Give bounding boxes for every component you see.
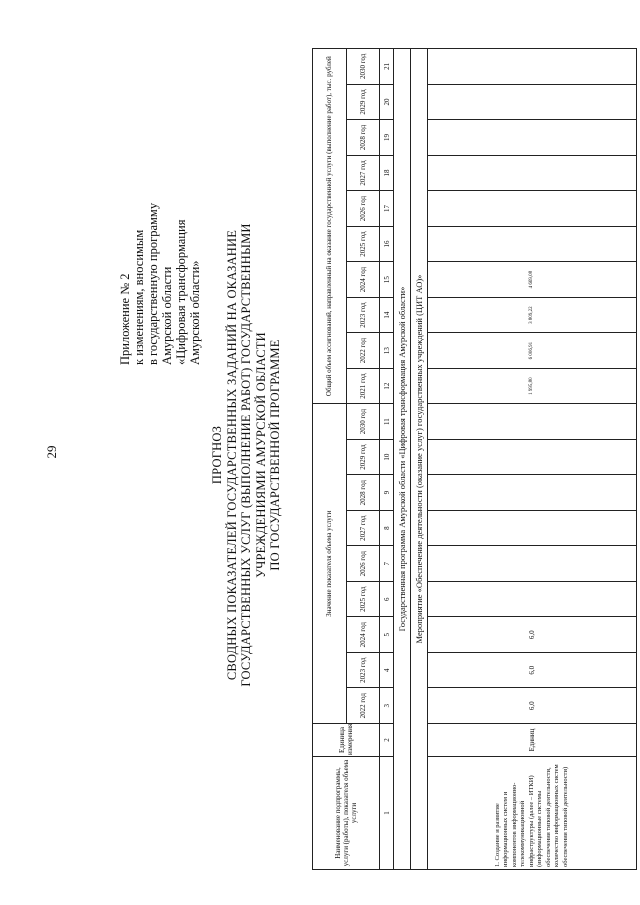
title-line: СВОДНЫХ ПОКАЗАТЕЛЕЙ ГОСУДАРСТВЕННЫХ ЗАДАНИЙ НА ОКАЗАНИЕ [224,229,239,681]
rotated-sheet [90,40,640,870]
value-cell [428,439,637,475]
table-column-numbers-row [380,49,394,870]
appendix-line: Приложение № 2 [118,273,132,365]
column-number: 21 [380,49,394,85]
value-cell [428,510,637,546]
landscape-content [90,40,640,870]
column-number: 9 [380,475,394,511]
cost-cell [428,226,637,262]
year-header-cost: 2022 год [346,333,380,369]
year-header-value: 2027 год [346,510,380,546]
column-number: 4 [380,652,394,688]
column-number: 17 [380,191,394,227]
header-costs: Общий объем ассигнований, направленный на оказание государственной услуги (выполнение работ), тыс. рублей [313,49,347,404]
column-number: 18 [380,155,394,191]
column-number: 20 [380,84,394,120]
value-cell: 6,0 [428,688,637,724]
program-section-label: Государственная программа Амурской области «Цифровая трансформация Амурской области» [394,49,411,870]
year-header-cost: 2024 год [346,262,380,298]
column-number: 12 [380,368,394,404]
appendix-line: Амурской области [160,266,174,365]
year-header-value: 2024 год [346,617,380,653]
year-header-value: 2022 год [346,688,380,724]
forecast-table [312,48,637,870]
header-name: Наименование подпрограммы, услуги (работы), показателя объема услуги [313,757,380,870]
event-section-label: Мероприятие «Обеспечение деятельности (оказание услуг) государственных учреждений (ЦИТ АО)» [411,49,428,870]
value-cell [428,581,637,617]
year-header-value: 2029 год [346,439,380,475]
column-number: 13 [380,333,394,369]
year-header-cost: 2023 год [346,297,380,333]
title-line: ГОСУДАРСТВЕННЫХ УСЛУГ (ВЫПОЛНЕНИЕ РАБОТ) ГОСУДАРСТВЕННЫМИ [239,223,253,687]
column-number: 6 [380,581,394,617]
column-number: 2 [380,724,394,757]
header-values: Значение показателя объема услуги [313,404,347,724]
appendix-note [118,65,202,365]
year-header-value: 2028 год [346,475,380,511]
cost-cell: 1 995,80 [428,368,637,404]
cost-cell [428,84,637,120]
year-header-cost: 2026 год [346,191,380,227]
column-number: 8 [380,510,394,546]
year-header-value: 2025 год [346,581,380,617]
title-line: УЧРЕЖДЕНИЯМИ АМУРСКОЙ ОБЛАСТИ [253,332,268,578]
column-number: 19 [380,120,394,156]
cost-cell [428,155,637,191]
table-row [428,49,637,870]
document-title [210,80,283,830]
event-row [411,49,428,870]
page-number: 29 [44,445,59,459]
column-number: 1 [380,757,394,870]
year-header-cost: 2029 год [346,84,380,120]
title-line: ПРОГНОЗ [210,425,224,485]
cost-cell [428,191,637,227]
cost-cell: 4 669,08 [428,262,637,298]
title-line: ПО ГОСУДАРСТВЕННОЙ ПРОГРАММЕ [268,339,282,571]
appendix-line: в государственную программу [146,202,160,365]
column-number: 15 [380,262,394,298]
appendix-line: к изменениям, вносимым [132,229,146,365]
column-number: 5 [380,617,394,653]
column-number: 14 [380,297,394,333]
appendix-line: Амурской области» [188,260,202,365]
column-number: 10 [380,439,394,475]
table-header-row [313,49,347,870]
column-number: 16 [380,226,394,262]
row-name: 1. Создание и развитие информационных систем и компонентов информационно-телекоммуникационной инфраструктуры (далее – ИТКИ) (информационные системы обеспечения типовой деятельности, количество информационных систем обеспечения типовой деятельности) [428,757,637,870]
value-cell [428,546,637,582]
program-row [394,49,411,870]
year-header-cost: 2027 год [346,155,380,191]
year-header-cost: 2021 год [346,368,380,404]
year-header-value: 2023 год [346,652,380,688]
column-number: 11 [380,404,394,440]
row-unit: Единиц [428,724,637,757]
value-cell [428,475,637,511]
value-cell: 6,0 [428,652,637,688]
column-number: 7 [380,546,394,582]
cost-cell [428,49,637,85]
year-header-value: 2030 год [346,404,380,440]
appendix-line: «Цифровая трансформация [174,219,188,365]
column-number: 3 [380,688,394,724]
year-header-cost: 2025 год [346,226,380,262]
year-header-cost: 2030 год [346,49,380,85]
cost-cell [428,120,637,156]
value-cell [428,404,637,440]
year-header-cost: 2028 год [346,120,380,156]
header-unit: Единица измерения [313,724,380,757]
cost-cell: 3 809,22 [428,297,637,333]
year-header-value: 2026 год [346,546,380,582]
cost-cell: 6 006,91 [428,333,637,369]
value-cell: 6,0 [428,617,637,653]
